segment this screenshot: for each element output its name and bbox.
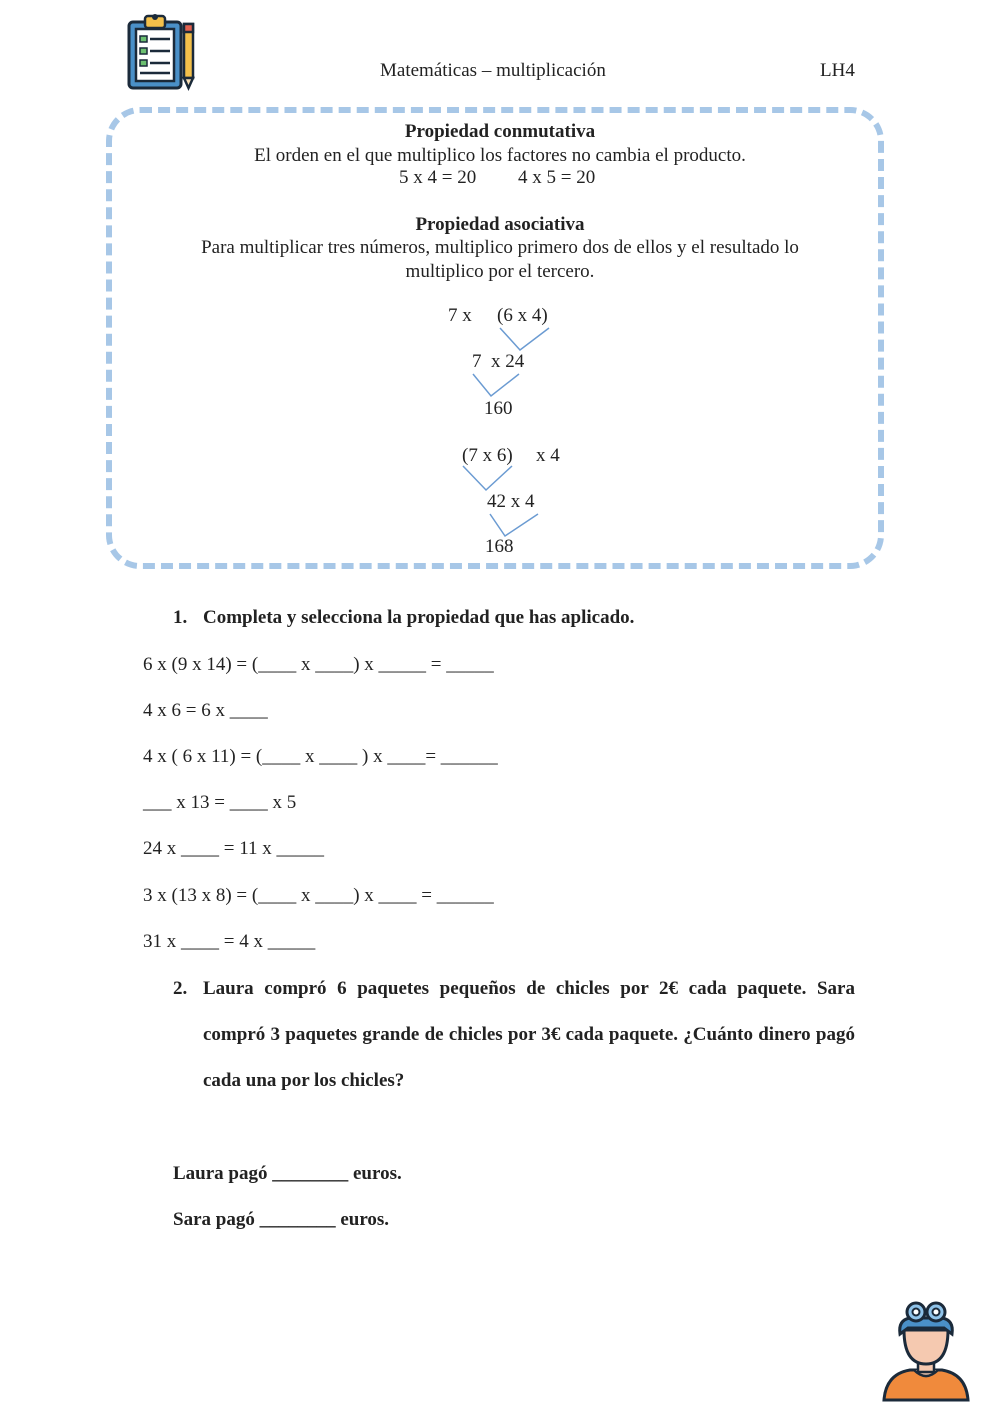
exercise-line-1[interactable]: 6 x (9 x 14) = (____ x ____) x _____ = _____ [143, 654, 494, 675]
example-a-grouped-factors: (6 x 4) [497, 305, 548, 326]
answer-sara[interactable]: Sara pagó ________ euros. [173, 1209, 390, 1230]
question-2-number: 2. [173, 978, 188, 999]
example-a-bracket-2 [473, 374, 519, 396]
commutative-text: El orden en el que multiplico los factores no cambia el producto. [254, 145, 746, 166]
exercise-line-4[interactable]: ___ x 13 = ____ x 5 [143, 792, 297, 813]
commutative-example-1: 5 x 4 = 20 [399, 167, 477, 188]
example-a-step: 7 x 24 [472, 351, 525, 372]
associative-diagram [0, 0, 1000, 600]
exercise-line-6[interactable]: 3 x (13 x 8) = (____ x ____) x ____ = ______ [143, 885, 494, 906]
example-b-grouped-factors: (7 x 6) [462, 445, 513, 466]
exercise-line-2[interactable]: 4 x 6 = 6 x ____ [143, 700, 268, 721]
question-1-number: 1. [173, 607, 188, 628]
example-a-left-factor: 7 x [448, 305, 472, 326]
associative-text-line-1: Para multiplicar tres números, multiplico primero dos de ellos y el resultado lo [201, 237, 799, 258]
example-a-result: 160 [484, 398, 513, 419]
exercise-line-7[interactable]: 31 x ____ = 4 x _____ [143, 931, 316, 952]
example-b-step: 42 x 4 [487, 491, 535, 512]
page-title: Matemáticas – multiplicación [380, 60, 606, 81]
question-2-text: Laura compró 6 paquetes pequeños de chicles por 2€ cada paquete. Sara compró 3 paquetes grande de chicles por 3€ cada paquete. ¿Cuánto dinero pagó cada una por los chicles? [203, 978, 855, 1091]
student-mascot-icon [880, 1300, 972, 1404]
example-b-bracket-1 [463, 466, 512, 490]
commutative-title: Propiedad conmutativa [404, 121, 596, 142]
exercise-line-5[interactable]: 24 x ____ = 11 x _____ [143, 838, 325, 859]
example-a-bracket-1 [500, 328, 549, 350]
exercise-line-3[interactable]: 4 x ( 6 x 11) = (____ x ____ ) x ____= ______ [143, 746, 498, 767]
example-b-result: 168 [485, 536, 514, 557]
question-1-text: Completa y selecciona la propiedad que has aplicado. [203, 607, 635, 628]
worksheet-code: LH4 [820, 60, 855, 81]
answer-laura[interactable]: Laura pagó ________ euros. [173, 1163, 402, 1184]
associative-text-line-2: multiplico por el tercero. [405, 261, 595, 282]
associative-title: Propiedad asociativa [415, 214, 585, 235]
example-b-bracket-2 [490, 514, 538, 536]
example-b-right-factor: x 4 [536, 445, 560, 466]
commutative-example-2: 4 x 5 = 20 [518, 167, 596, 188]
